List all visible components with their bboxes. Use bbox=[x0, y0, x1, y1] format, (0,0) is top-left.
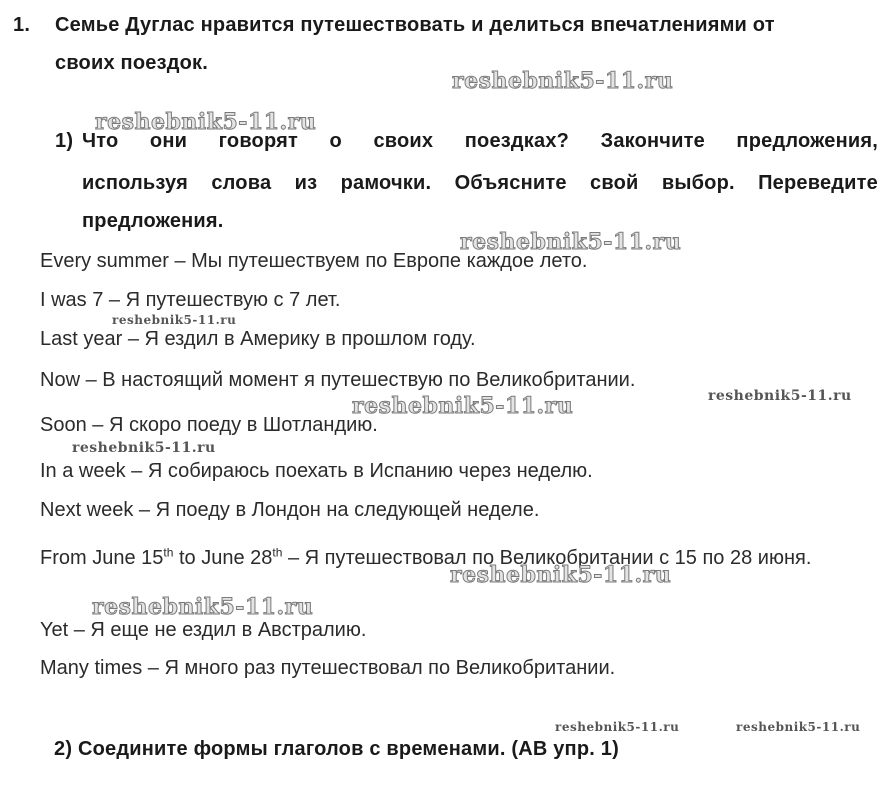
watermark: reshebnik5-11.ru bbox=[450, 562, 672, 588]
watermark: reshebnik5-11.ru bbox=[460, 229, 682, 255]
subtask-1-line-2: используя слова из рамочки. Объясните свой выбор. Переведите bbox=[82, 172, 878, 194]
watermark: reshebnik5-11.ru bbox=[72, 440, 216, 456]
watermark: reshebnik5-11.ru bbox=[708, 388, 852, 404]
answer-in-a-week: In a week – Я собираюсь поехать в Испанию через неделю. bbox=[40, 460, 593, 482]
watermark: reshebnik5-11.ru bbox=[92, 594, 314, 620]
answer-dates-part-3: – Я путешествовал по Великобритании с 15 по 28 июня. bbox=[282, 547, 812, 569]
watermark: reshebnik5-11.ru bbox=[112, 313, 237, 327]
answer-dates-part-2: to June 28 bbox=[173, 547, 273, 569]
answer-last-year: Last year – Я ездил в Америку в прошлом году. bbox=[40, 328, 476, 350]
subtask-2-heading: 2) Соедините формы глаголов с временами. (AB упр. 1) bbox=[54, 738, 619, 760]
watermark: reshebnik5-11.ru bbox=[95, 109, 317, 135]
answer-i-was-7: I was 7 – Я путешествую с 7 лет. bbox=[40, 289, 341, 311]
subtask-1-number: 1) bbox=[55, 130, 74, 152]
answer-dates-sup-2: th bbox=[272, 545, 283, 560]
watermark: reshebnik5-11.ru bbox=[452, 68, 674, 94]
answer-soon: Soon – Я скоро поеду в Шотландию. bbox=[40, 414, 378, 436]
answer-dates-sup-1: th bbox=[163, 545, 174, 560]
subtask-1-line-3: предложения. bbox=[82, 210, 224, 232]
watermark: reshebnik5-11.ru bbox=[555, 720, 680, 734]
answer-yet: Yet – Я еще не ездил в Австралию. bbox=[40, 619, 367, 641]
task-title-line-1: Семье Дуглас нравится путешествовать и делиться впечатлениями от bbox=[55, 14, 775, 36]
task-number: 1. bbox=[13, 14, 31, 36]
watermark: reshebnik5-11.ru bbox=[352, 393, 574, 419]
answer-dates-part-1: From June 15 bbox=[40, 547, 164, 569]
answer-now: Now – В настоящий момент я путешествую по Великобритании. bbox=[40, 369, 636, 391]
task-title-line-2: своих поездок. bbox=[55, 52, 208, 74]
answer-next-week: Next week – Я поеду в Лондон на следующей неделе. bbox=[40, 499, 540, 521]
answer-many-times: Many times – Я много раз путешествовал по Великобритании. bbox=[40, 657, 616, 679]
watermark: reshebnik5-11.ru bbox=[736, 720, 861, 734]
answer-every-summer: Every summer – Мы путешествуем по Европе каждое лето. bbox=[40, 250, 588, 272]
subtask-1-line-1: Что они говорят о своих поездках? Закончите предложения, bbox=[82, 130, 878, 152]
